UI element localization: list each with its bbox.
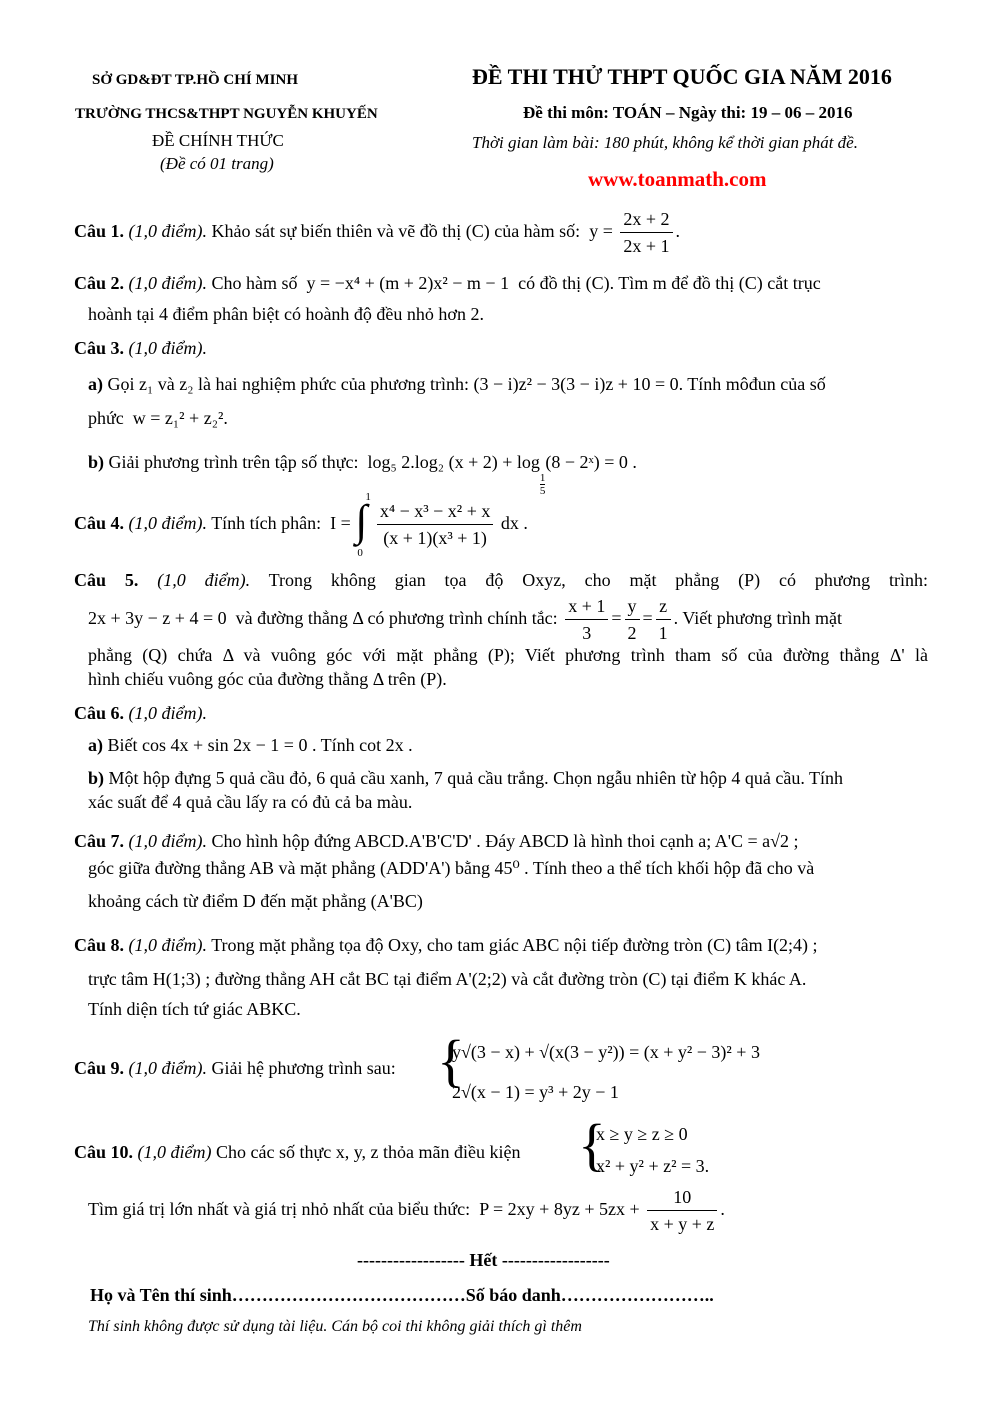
integral-upper: 1 <box>365 490 371 503</box>
question-3-label: Câu 3. <box>74 338 125 358</box>
q4-denominator: (x + 1)(x³ + 1) <box>383 528 487 549</box>
q9-equation-1: y√(3 − x) + √(x(3 − y²)) = (x + y² − 3)² + 3 <box>452 1042 760 1062</box>
question-10-label: Câu 10. <box>74 1142 134 1162</box>
question-10 <box>74 1140 521 1164</box>
question-7-line3: khoảng cách từ điểm D đến mặt phẳng (A'BC) <box>88 891 423 911</box>
question-5-text1: Trong không gian tọa độ Oxyz, cho mặt phẳng (P) có phương trình: <box>268 570 928 590</box>
exam-title: ĐỀ THI THỬ THPT QUỐC GIA NĂM 2016 <box>472 64 892 89</box>
q10-condition-2-text: x² + y² + z² = 3 <box>596 1156 705 1176</box>
q3b-base-den: 5 <box>539 485 546 497</box>
question-1 <box>74 205 680 259</box>
school-name: TRƯỜNG THCS&THPT NGUYỄN KHUYẾN <box>75 106 378 122</box>
question-8-line2: trực tâm H(1;3) ; đường thẳng AH cắt BC tại điểm A'(2;2) và cắt đường tròn (C) tại điểm K khác A. <box>88 969 807 989</box>
q5-f3-den: 1 <box>658 623 668 644</box>
question-3a <box>88 372 826 396</box>
q5-f2-den: 2 <box>627 623 637 644</box>
q4-numerator: x⁴ − x³ − x² + x <box>377 498 494 525</box>
question-1-fraction <box>620 206 672 259</box>
official-label: ĐỀ CHÍNH THỨC <box>152 131 284 150</box>
candidate-info: Họ và Tên thí sinh…………………………………Số báo danh…………………….. <box>90 1285 714 1305</box>
question-3a-line2 <box>88 406 228 430</box>
q10-fraction <box>647 1184 717 1237</box>
website-link[interactable]: www.toanmath.com <box>588 167 767 191</box>
q3b-log-base <box>540 472 546 497</box>
question-2-text-a: Cho hàm số <box>211 273 298 293</box>
question-6-heading <box>74 701 207 725</box>
q3a-text2: là hai nghiệm phức của phương trình: <box>198 374 469 394</box>
question-1-lhs: y = <box>589 221 613 241</box>
q5-plane-eq: 2x + 3y − z + 4 = 0 <box>88 608 227 628</box>
question-2-line2: hoành tại 4 điểm phân biệt có hoành độ đều nhỏ hơn 2. <box>88 304 484 324</box>
question-2-points: (1,0 điểm). <box>128 273 207 293</box>
q5-frac-1 <box>565 593 608 646</box>
q3a-and: và <box>157 374 175 394</box>
question-4-label: Câu 4. <box>74 513 125 533</box>
q10-p-num: 10 <box>647 1184 717 1211</box>
question-3a-label: a) <box>88 374 103 394</box>
q5-tail: . Viết phương trình mặt <box>673 608 843 628</box>
question-2 <box>74 271 821 295</box>
question-5-line1 <box>74 568 928 592</box>
question-6a-label: a) <box>88 735 103 755</box>
q3a-z1: z₁ <box>139 374 154 394</box>
q10-line2-text: Tìm giá trị lớn nhất và giá trị nhỏ nhất của biểu thức: <box>88 1199 471 1219</box>
question-6b-line2: xác suất để 4 quả cầu lấy ra có đủ cả ba màu. <box>88 792 413 812</box>
question-1-label: Câu 1. <box>74 221 125 241</box>
question-5-line3: phẳng (Q) chứa Δ và vuông góc với mặt phẳng (P); Viết phương trình tham số của đường thẳng Δ' là <box>88 645 928 665</box>
question-2-text-b: có đồ thị (C). Tìm m để đồ thị (C) cắt trục <box>518 273 821 293</box>
q3b-eq-pre: log₅ 2.log₂ (x + 2) + log <box>367 452 540 472</box>
question-6b-line1 <box>88 766 843 790</box>
q10-condition-1: x ≥ y ≥ z ≥ 0 <box>596 1124 688 1144</box>
question-4-text: Tính tích phân: <box>211 513 322 533</box>
q5-f2-num: y <box>625 593 640 620</box>
question-1-points: (1,0 điểm). <box>128 221 207 241</box>
q3a-equation: (3 − i)z² − 3(3 − i)z + 10 = 0 <box>473 374 679 394</box>
question-5-line2: 2x + 3y − z + 4 = 0 và đường thẳng Δ có phương trình chính tắc: $\frac{x + 1}{3}$ = $\frac{y}{2}$ = $\frac{z}{1}$ . Viết phương trình mặt <box>88 592 842 646</box>
q10-condition-2: x² + y² + z² = 3. <box>596 1156 710 1176</box>
q3a-line2-text: phức <box>88 408 124 428</box>
q1-period: . <box>675 221 680 241</box>
question-8-line3: Tính diện tích tứ giác ABKC. <box>88 999 301 1019</box>
question-7-line1 <box>74 829 799 853</box>
question-2-label: Câu 2. <box>74 273 125 293</box>
q1-numerator: 2x + 2 <box>620 206 672 233</box>
question-4-points: (1,0 điểm). <box>128 513 207 533</box>
exam-time: Thời gian làm bài: 180 phút, không kể thời gian phát đề. <box>472 133 858 152</box>
question-3-heading <box>74 336 207 360</box>
q5-frac-2 <box>625 593 640 646</box>
q10-p-den: x + y + z <box>650 1214 715 1235</box>
q5-mid-text: và đường thẳng Δ có phương trình chính tắc: <box>235 608 558 628</box>
question-7-line2: góc giữa đường thẳng AB và mặt phẳng (ADD'A') bằng 45⁰ . Tính theo a thể tích khối hộp đã cho và <box>88 858 815 878</box>
question-7-label: Câu 7. <box>74 831 125 851</box>
question-3b <box>88 450 637 497</box>
question-6a-text: Biết cos 4x + sin 2x − 1 = 0 . Tính cot 2x . <box>107 735 413 755</box>
q3b-base-num: 1 <box>539 472 546 484</box>
exam-note: Thí sinh không được sử dụng tài liệu. Cán bộ coi thi không giải thích gì thêm <box>88 1318 582 1335</box>
q3b-text: Giải phương trình trên tập số thực: <box>108 452 359 472</box>
question-5-label: Câu 5. <box>74 570 139 590</box>
question-9-points: (1,0 điểm). <box>128 1058 207 1078</box>
question-6b-label: b) <box>88 768 105 788</box>
q5-f3-num: z <box>656 593 671 620</box>
question-2-formula: y = −x⁴ + (m + 2)x² − m − 1 <box>306 273 510 293</box>
question-5-points: (1,0 điểm). <box>157 570 251 590</box>
question-7-text1: Cho hình hộp đứng ABCD.A'B'C'D' . Đáy ABCD là hình thoi cạnh a; A'C = a√2 ; <box>211 831 799 851</box>
q5-f1-num: x + 1 <box>565 593 608 620</box>
question-3b-label: b) <box>88 452 105 472</box>
q9-system-brace: { <box>437 1028 465 1093</box>
question-3-points: (1,0 điểm). <box>128 338 207 358</box>
question-10-points: (1,0 điểm) <box>137 1142 212 1162</box>
question-9-label: Câu 9. <box>74 1058 125 1078</box>
q4-dx: dx . <box>500 513 528 533</box>
question-6-points: (1,0 điểm). <box>128 703 207 723</box>
q10-system-brace: { <box>578 1112 606 1177</box>
question-4 <box>74 490 528 559</box>
q4-fraction <box>377 498 494 551</box>
q9-equation-2: 2√(x − 1) = y³ + 2y − 1 <box>452 1082 619 1102</box>
question-7-points: (1,0 điểm). <box>128 831 207 851</box>
q3a-w-formula: w = z₁² + z₂². <box>132 408 228 428</box>
question-6-label: Câu 6. <box>74 703 125 723</box>
question-10-line2: Tìm giá trị lớn nhất và giá trị nhỏ nhất của biểu thức: P = 2xy + 8yz + 5zx + $\frac{10}{x + y + z}$ . <box>88 1183 725 1237</box>
question-8-label: Câu 8. <box>74 935 125 955</box>
question-8-line1 <box>74 933 818 957</box>
q4-lhs: I = <box>330 513 351 533</box>
q3a-z2: z₂ <box>179 374 194 394</box>
q10-p-lhs: P = 2xy + 8yz + 5zx + <box>479 1199 640 1219</box>
question-6a <box>88 733 413 757</box>
q3a-text3: . Tính môđun của số <box>678 374 826 394</box>
integral-sign <box>355 490 371 559</box>
integral-lower: 0 <box>357 546 363 559</box>
q5-frac-3 <box>656 593 671 646</box>
question-6b-text1: Một hộp đựng 5 quả cầu đỏ, 6 quả cầu xanh, 7 quả cầu trắng. Chọn ngẫu nhiên từ hộp 4 quả cầu. Tính <box>108 768 844 788</box>
question-1-text: Khảo sát sự biến thiên và vẽ đồ thị (C) của hàm số: <box>211 221 581 241</box>
q3a-text1: Gọi <box>107 374 135 394</box>
question-8-text1: Trong mặt phẳng tọa độ Oxy, cho tam giác ABC nội tiếp đường tròn (C) tâm I(2;4) ; <box>211 935 818 955</box>
question-10-text: Cho các số thực x, y, z thỏa mãn điều kiện <box>216 1142 521 1162</box>
department-name: SỞ GD&ĐT TP.HỒ CHÍ MINH <box>92 72 299 88</box>
end-marker: ------------------ Hết ------------------ <box>357 1250 610 1270</box>
exam-subject: Đề thi môn: TOÁN – Ngày thi: 19 – 06 – 2016 <box>523 103 853 122</box>
page-count: (Đề có 01 trang) <box>160 154 274 173</box>
question-8-points: (1,0 điểm). <box>128 935 207 955</box>
q1-denominator: 2x + 1 <box>623 236 670 257</box>
integral-symbol: ∫ <box>355 495 368 545</box>
question-5-line4: hình chiếu vuông góc của đường thẳng Δ trên (P). <box>88 669 447 689</box>
question-9 <box>74 1056 396 1080</box>
q3b-eq-post: (8 − 2ˣ) = 0 . <box>545 452 637 472</box>
question-9-text: Giải hệ phương trình sau: <box>211 1058 396 1078</box>
q5-f1-den: 3 <box>582 623 592 644</box>
